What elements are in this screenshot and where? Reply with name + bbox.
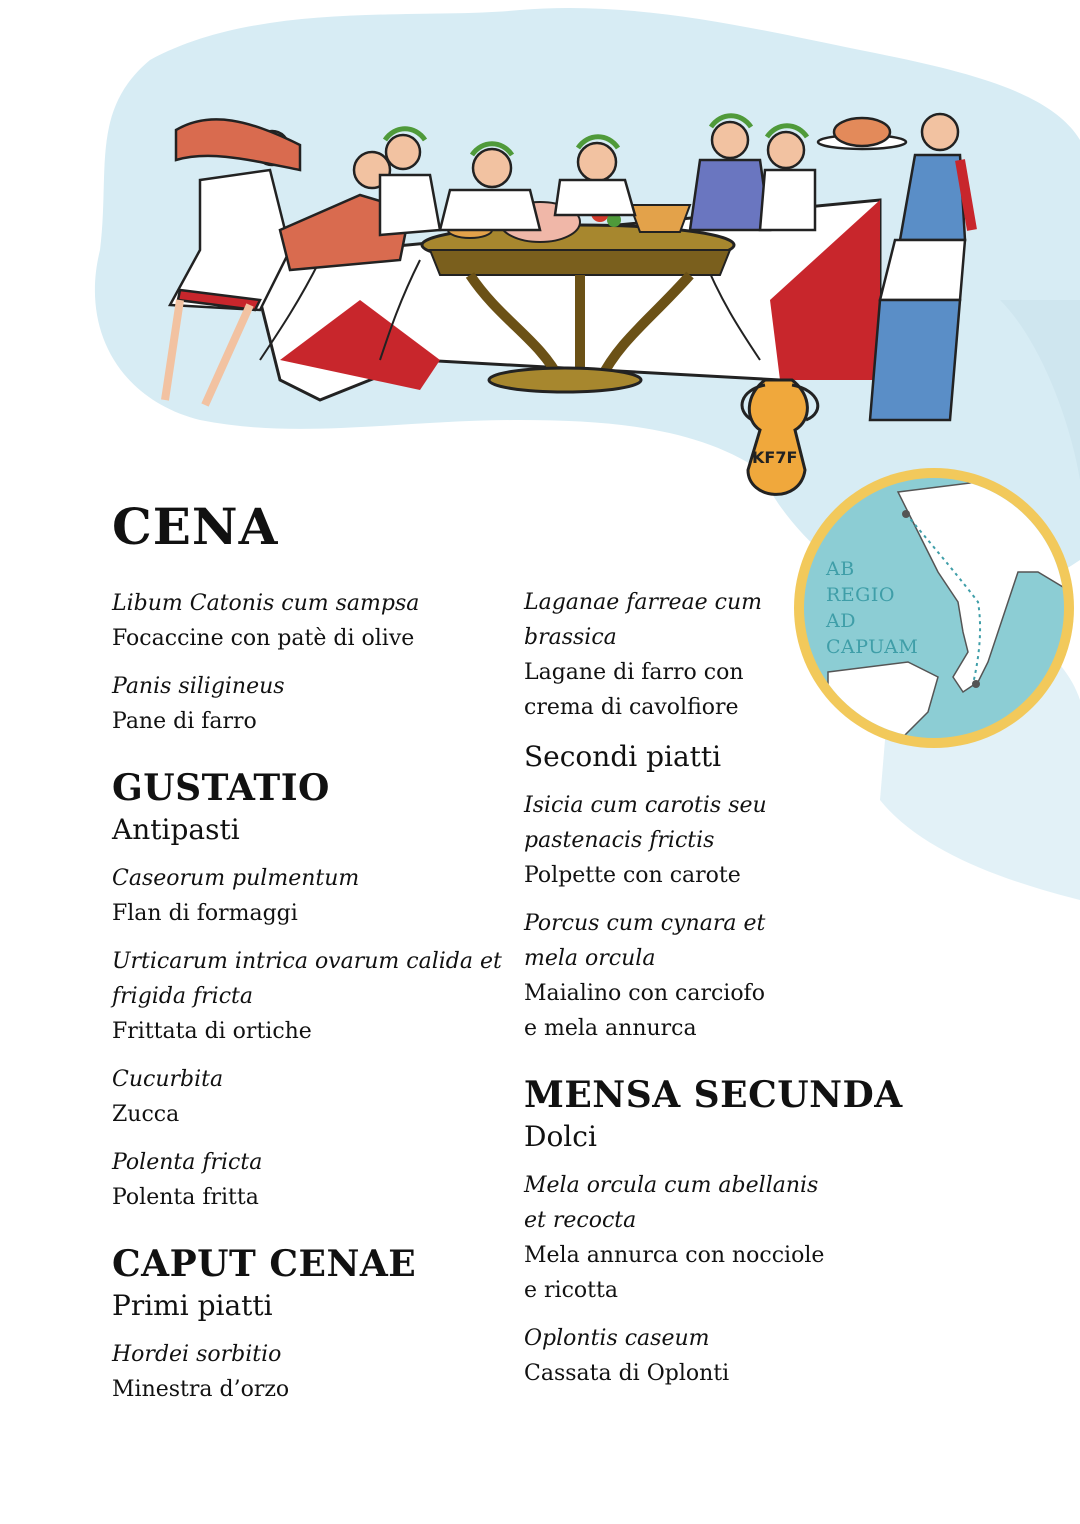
- menu-title: CENA: [112, 497, 279, 556]
- menu-left-column: [112, 492, 512, 1420]
- dish: [112, 1337, 512, 1407]
- dish: [112, 944, 512, 1049]
- secondi-section: [524, 738, 944, 1046]
- course-title: MENSA SECUNDA: [524, 1074, 903, 1116]
- dish-italian-name: Lagane di farro con crema di cavolfiore: [524, 660, 744, 720]
- dish-latin-name: Hordei sorbitio: [112, 1342, 282, 1367]
- dish-italian-name: Flan di formaggi: [112, 901, 298, 926]
- dish-latin-name: Isicia cum carotis seu pastenacis frictis: [524, 793, 767, 853]
- dish-italian-name: Minestra d’orzo: [112, 1377, 290, 1402]
- dish-latin-name: Urticarum intrica ovarum calida et frigida fricta: [112, 949, 502, 1009]
- course-title: CAPUT CENAE: [112, 1243, 417, 1285]
- map-label-line: AB: [826, 558, 855, 580]
- dish: [112, 1062, 512, 1132]
- dish-latin-name: Panis siligineus: [112, 674, 285, 699]
- dish-italian-name: Frittata di ortiche: [112, 1019, 312, 1044]
- dish: [112, 669, 512, 739]
- dish-latin-name: Libum Catonis cum sampsa: [112, 591, 420, 616]
- course-subtitle: Dolci: [524, 1120, 597, 1153]
- jar-inscription: KF7F: [752, 448, 798, 467]
- course-subtitle: Secondi piatti: [524, 740, 722, 773]
- course-subtitle: Antipasti: [112, 813, 240, 846]
- dish: [112, 861, 512, 931]
- dish-italian-name: Zucca: [112, 1102, 180, 1127]
- dish-latin-name: Laganae farreae cum brassica: [524, 590, 763, 650]
- dish-italian-name: Maialino con carciofo e mela annurca: [524, 981, 765, 1041]
- dish: [112, 1145, 512, 1215]
- dish-italian-name: Polpette con carote: [524, 863, 741, 888]
- map-label-line: AD: [826, 610, 856, 632]
- dish-latin-name: Porcus cum cynara et mela orcula: [524, 911, 766, 971]
- dish-italian-name: Mela annurca con nocciole e ricotta: [524, 1243, 825, 1303]
- menu-right-column: [524, 585, 944, 1404]
- dish: [524, 1168, 844, 1308]
- dish: [112, 586, 512, 656]
- map-label-line: CAPUAM: [826, 636, 919, 658]
- intro-section: [112, 586, 512, 739]
- course-title: GUSTATIO: [112, 767, 330, 809]
- dish: [524, 585, 784, 725]
- dish-italian-name: Cassata di Oplonti: [524, 1361, 730, 1386]
- mensa-secunda-section: [524, 1072, 944, 1391]
- map-label-line: REGIO: [826, 584, 895, 606]
- course-subtitle: Primi piatti: [112, 1289, 273, 1322]
- gustatio-section: [112, 765, 512, 1215]
- dish-latin-name: Polenta fricta: [112, 1150, 263, 1175]
- dish: [524, 1321, 944, 1391]
- dish-latin-name: Mela orcula cum abellanis et recocta: [524, 1173, 819, 1233]
- dish: [524, 906, 784, 1046]
- caput-cenae-section: [112, 1241, 512, 1407]
- dish-italian-name: Pane di farro: [112, 709, 257, 734]
- dish-latin-name: Oplontis caseum: [524, 1326, 710, 1351]
- dish-italian-name: Polenta fritta: [112, 1185, 259, 1210]
- dish-latin-name: Caseorum pulmentum: [112, 866, 360, 891]
- dish: [524, 788, 784, 893]
- dish-latin-name: Cucurbita: [112, 1067, 224, 1092]
- dish-italian-name: Focaccine con patè di olive: [112, 626, 415, 651]
